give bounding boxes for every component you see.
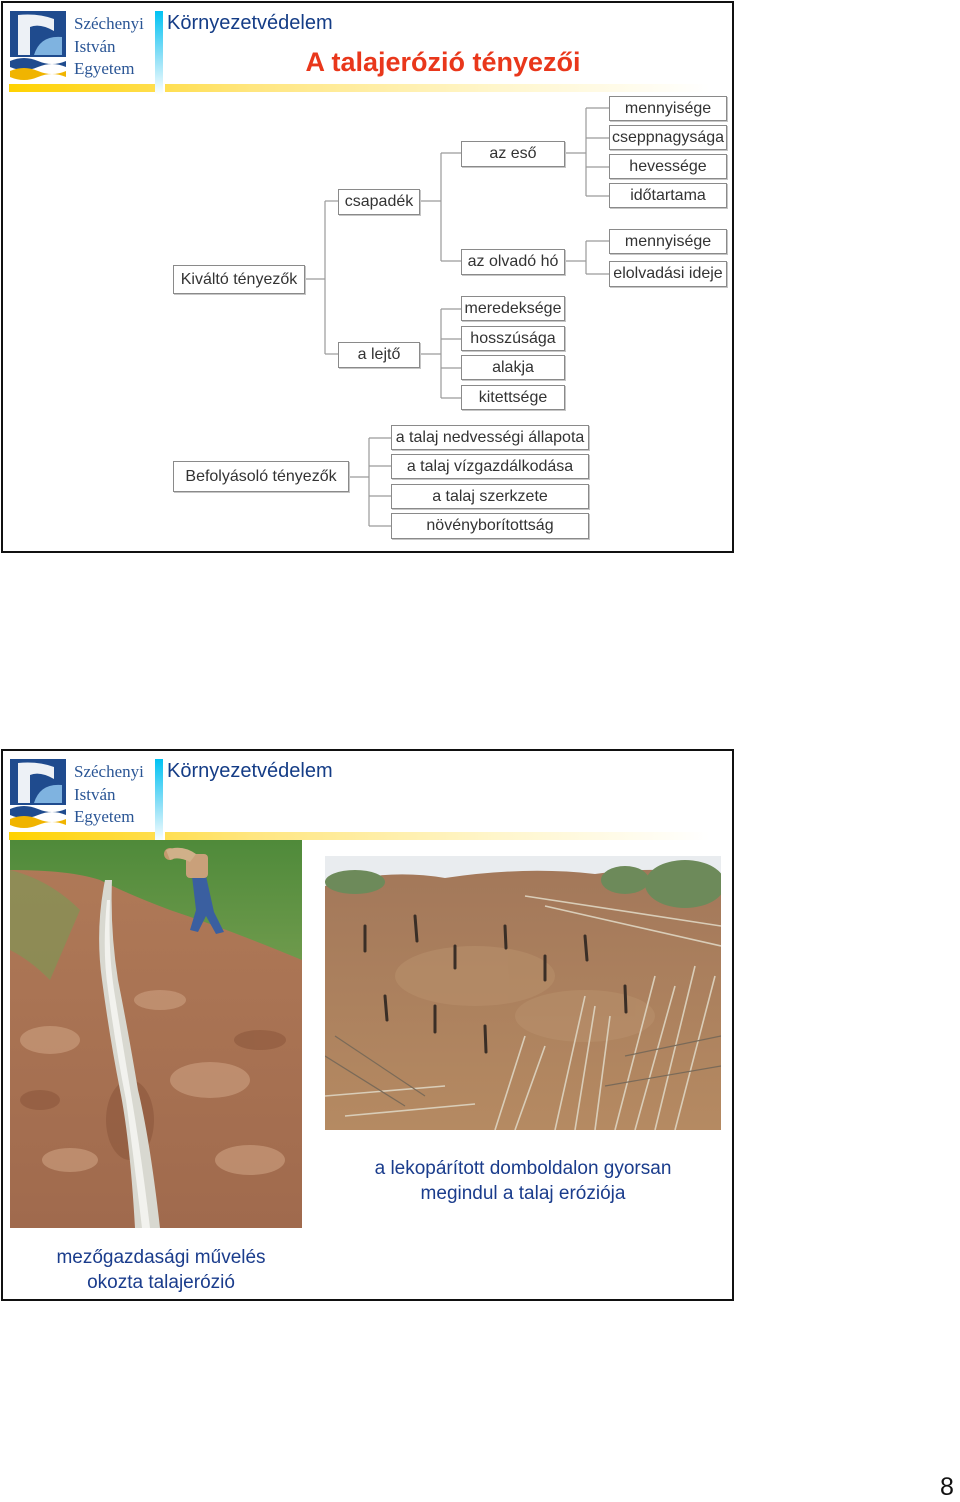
slope-steepness-box: meredeksége <box>461 296 565 321</box>
hillside-caption-line-2: megindul a talaj eróziója <box>420 1183 626 1204</box>
university-line-3: Egyetem <box>74 807 135 826</box>
field-erosion-photo <box>10 840 302 1228</box>
university-line-3: Egyetem <box>74 59 135 78</box>
slope-exposure-box: kitettsége <box>461 385 565 410</box>
header-gold-line <box>9 832 709 840</box>
rain-intensity-box: hevessége <box>609 154 727 179</box>
course-title: Környezetvédelem <box>167 12 333 34</box>
influencing-factors-box: Befolyásoló tényezők <box>173 461 349 492</box>
soil-moisture-box: a talaj nedvességi állapota <box>391 425 589 450</box>
rain-box: az eső <box>461 141 565 167</box>
deforested-hillside-photo <box>325 856 721 1130</box>
university-line-1: Széchenyi <box>74 14 144 33</box>
melting-snow-box: az olvadó hó <box>461 249 565 275</box>
slope-length-box: hosszúsága <box>461 326 565 351</box>
slide-erosion-photos <box>1 749 734 1301</box>
slope-box: a lejtő <box>338 342 420 368</box>
rain-quantity-box: mennyisége <box>609 96 727 121</box>
soil-structure-box: a talaj szerkzete <box>391 484 589 509</box>
university-line-1: Széchenyi <box>74 762 144 781</box>
hillside-caption <box>325 1156 721 1206</box>
slide-title: A talajerózió tényezői <box>305 47 581 77</box>
header-accent-bar <box>155 759 163 843</box>
university-logo-icon <box>10 759 66 829</box>
trigger-factors-box: Kiváltó tényezők <box>173 265 305 294</box>
university-name <box>74 761 144 829</box>
precipitation-box: csapadék <box>338 189 420 215</box>
page-number: 8 <box>940 1473 954 1501</box>
field-caption <box>21 1245 301 1295</box>
field-caption-line-2: okozta talajerózió <box>87 1272 235 1293</box>
soil-water-management-box: a talaj vízgazdálkodása <box>391 454 589 479</box>
slide-erosion-factors <box>1 1 734 553</box>
vegetation-cover-box: növényborítottság <box>391 513 589 539</box>
field-caption-line-1: mezőgazdasági művelés <box>56 1247 266 1268</box>
slope-shape-box: alakja <box>461 355 565 380</box>
university-line-2: István <box>74 36 116 56</box>
snow-melt-time-box: elolvadási ideje <box>609 261 727 287</box>
snow-quantity-box: mennyisége <box>609 229 727 254</box>
university-line-2: István <box>74 784 116 804</box>
rain-duration-box: időtartama <box>609 183 727 208</box>
hillside-caption-line-1: a lekopárított domboldalon gyorsan <box>374 1158 672 1179</box>
course-title: Környezetvédelem <box>167 760 333 782</box>
rain-dropsize-box: cseppnagysága <box>609 125 727 150</box>
